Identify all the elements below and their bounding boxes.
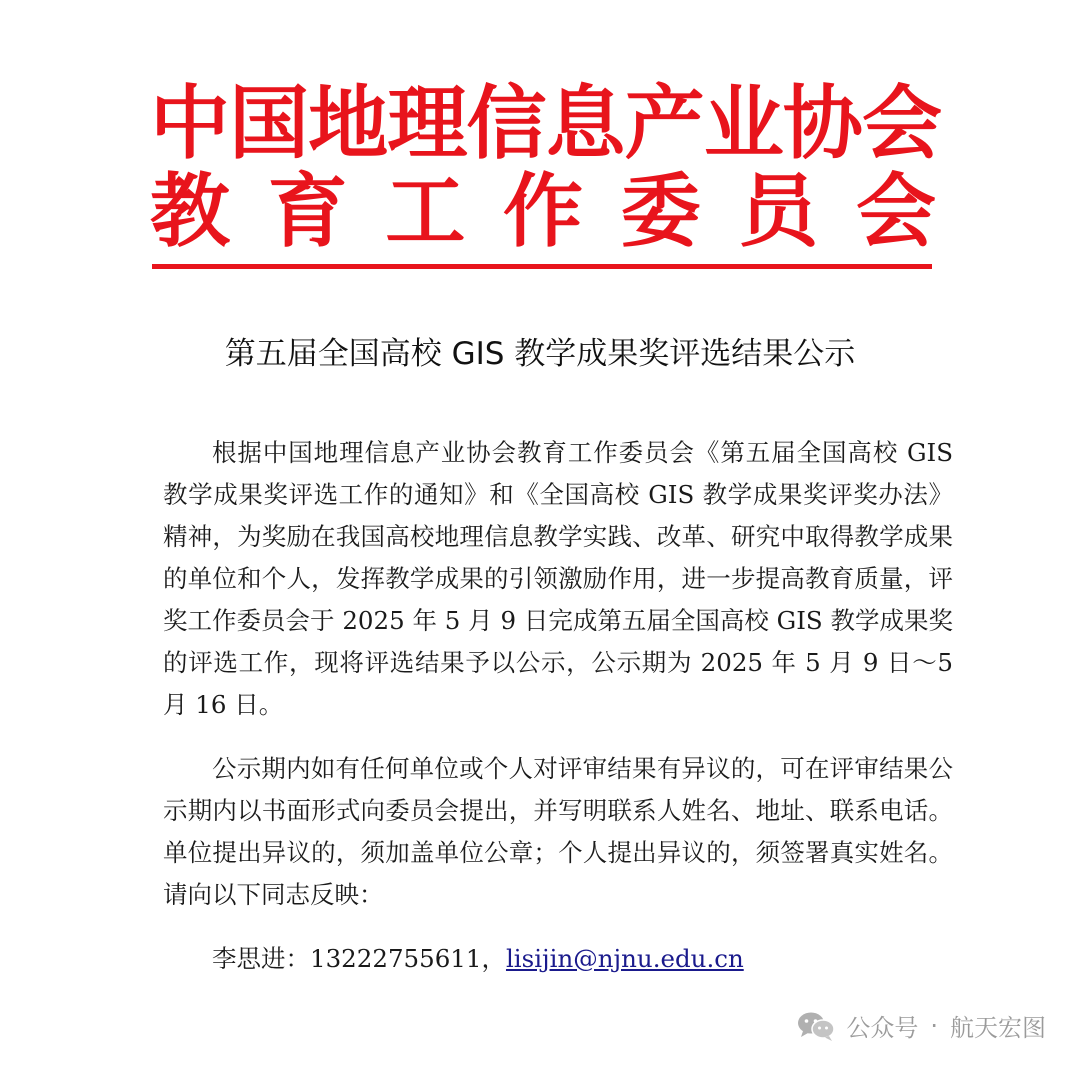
letterhead-divider	[152, 264, 932, 269]
paragraph-objection-procedure: 公示期内如有任何单位或个人对评审结果有异议的，可在评审结果公示期内以书面形式向委员会提出，并写明联系人姓名、地址、联系电话。单位提出异议的，须加盖单位公章；个人提出异议的，须签署真实姓名。请向以下同志反映：	[163, 754, 953, 909]
document-body	[163, 432, 953, 980]
wechat-icon	[796, 1010, 836, 1042]
document-title: 第五届全国高校 GIS 教学成果奖评选结果公示	[224, 336, 856, 372]
wechat-watermark	[796, 1008, 1046, 1043]
watermark-label: 公众号	[846, 1014, 919, 1042]
letterhead-committee-name: 教育工作委员会	[150, 165, 940, 258]
watermark-account-name: 航天宏图	[950, 1014, 1046, 1042]
paragraph-announcement: 根据中国地理信息产业协会教育工作委员会《第五届全国高校 GIS 教学成果奖评选工作的通知》和《全国高校 GIS 教学成果奖评奖办法》精神，为奖励在我国高校地理信息教学实践、改革、研究中取得教学成果的单位和个人，发挥教学成果的引领激励作用，进一步提高教育质量，评奖工作委员会于 2025 年 5 月 9 日完成第五届全国高校 GIS 教学成果奖的评选工作，现将评选结果予以公示，公示期为 2025 年 5 月 9 日～5 月 16 日。	[163, 438, 953, 719]
letterhead	[150, 77, 940, 258]
contact-email-link[interactable]: lisijin@njnu.edu.cn	[505, 944, 744, 973]
contact-name-phone: 李思进：13222755611，	[212, 944, 506, 973]
watermark-separator: ·	[930, 1011, 938, 1040]
contact-line	[163, 938, 953, 980]
letterhead-org-name: 中国地理信息产业协会	[150, 77, 940, 170]
